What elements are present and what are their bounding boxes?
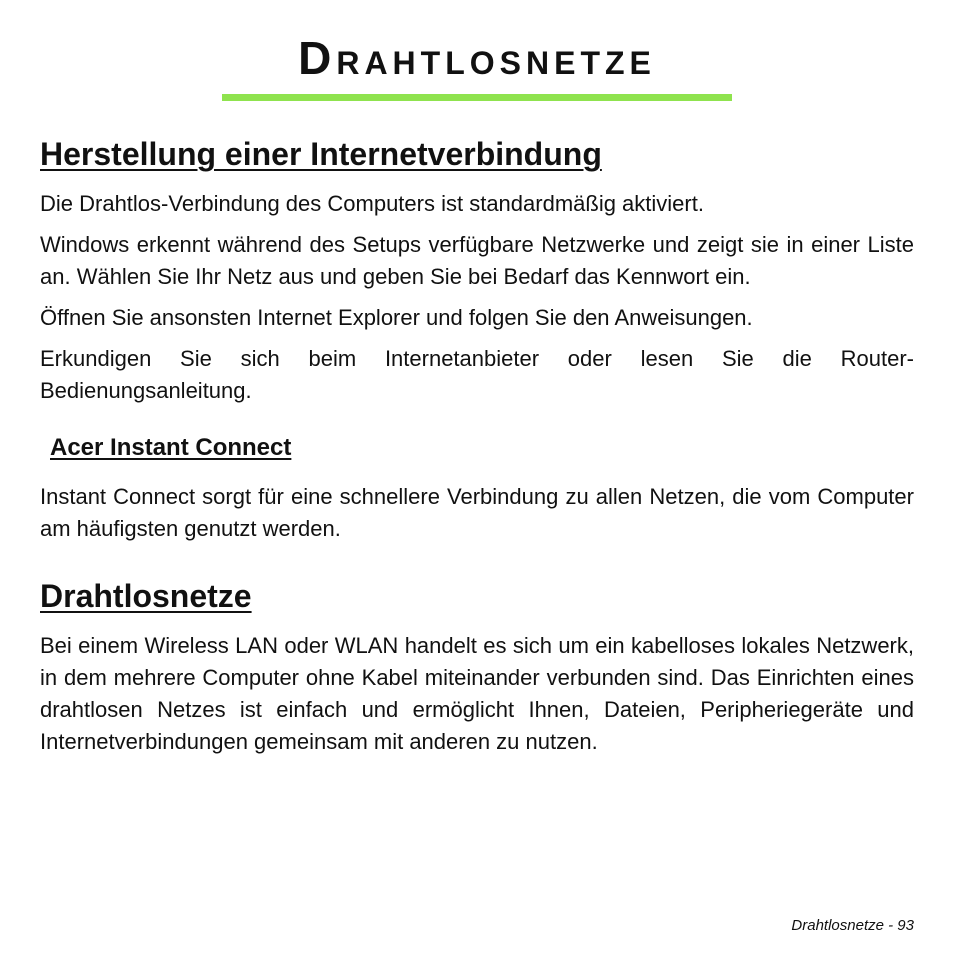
title-underline-rule [222,94,732,101]
paragraph-wlan-description: Bei einem Wireless LAN oder WLAN handelt es sich um ein kabelloses lokales Netzwerk, in dem mehrere Computer ohne Kabel miteinander verbunden sind. Das Einrichten eines drahtlosen Netzes ist einfach und ermöglicht Ihnen, Dateien, Peripheriegeräte und Internetverbindungen gemeinsam mit anderen zu nutzen. [40,633,914,754]
paragraph-instant-connect: Instant Connect sorgt für eine schnellere Verbindung zu allen Netzen, die vom Computer am häufigsten genutzt werden. [40,484,914,541]
section-heading-wireless-networks: Drahtlosnetze [40,578,252,614]
section-heading-internet-connection: Herstellung einer Internetverbindung [40,136,602,172]
page-title: Drahtlosnetze [298,32,656,84]
paragraph-windows-setup: Windows erkennt während des Setups verfügbare Netzwerke und zeigt sie in einer Liste an. Wählen Sie Ihr Netz aus und geben Sie bei Bedarf das Kennwort ein. [40,232,914,289]
page-content [40,134,914,767]
subheading-acer-instant-connect: Acer Instant Connect [50,434,292,461]
paragraph-wireless-default: Die Drahtlos-Verbindung des Computers ist standardmäßig aktiviert. [40,191,704,216]
paragraph-internet-explorer: Öffnen Sie ansonsten Internet Explorer und folgen Sie den Anweisungen. [40,305,753,330]
paragraph-provider-router: Erkundigen Sie sich beim Internetanbieter oder lesen Sie die Router-Bedienungsanleitung. [40,346,914,403]
section-spacer [40,554,914,576]
page-footer: Drahtlosnetze - 93 [791,917,914,934]
